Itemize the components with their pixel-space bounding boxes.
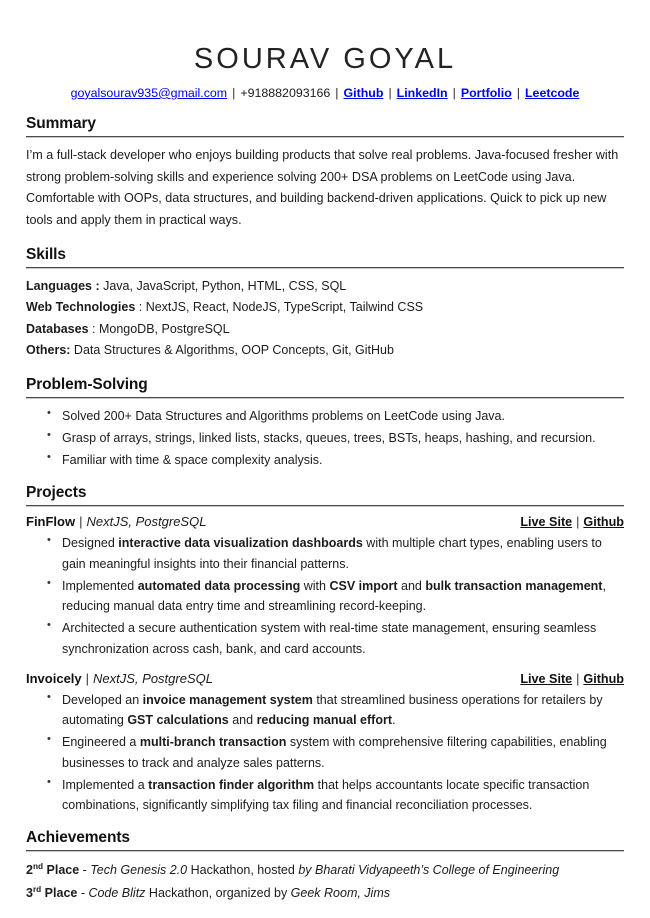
body-text: system with comprehensive filtering capabilities, enabling businesses to track and analyze sales patterns.	[62, 735, 607, 770]
achievements-container	[26, 859, 624, 904]
skill-row	[26, 340, 624, 362]
section-divider	[26, 267, 624, 269]
body-text: that streamlined business operations for retailers by automating	[62, 692, 603, 728]
project-links	[520, 515, 624, 529]
section-projects	[26, 484, 624, 815]
list-item	[60, 533, 624, 574]
skill-value: Data Structures & Algorithms, OOP Concepts, Git, GitHub	[70, 343, 394, 358]
achievement-rank: 3rd	[26, 884, 42, 900]
contact-separator-3: |	[388, 85, 392, 100]
body-text: Developed an	[62, 692, 143, 707]
project-stack: NextJS, PostgreSQL	[93, 670, 213, 686]
emphasis-text: transaction finder algorithm	[148, 777, 315, 792]
section-divider	[26, 397, 624, 399]
contact-separator-1: |	[232, 85, 236, 100]
body-text: and	[228, 713, 257, 728]
achievement-organizer: Geek Room, Jims	[290, 885, 391, 900]
achievement-middle-text: Hackathon, organized by	[145, 885, 291, 900]
github-link[interactable]: Github	[583, 671, 624, 686]
achievement-item	[26, 859, 624, 882]
link-separator: |	[576, 515, 580, 530]
project-links	[520, 672, 624, 686]
section-title-problem-solving: Problem-Solving	[26, 375, 148, 393]
list-item	[60, 690, 624, 731]
leetcode-link[interactable]: Leetcode	[524, 85, 580, 100]
contact-separator-5: |	[516, 85, 520, 100]
contact-separator-4: |	[452, 85, 456, 100]
email-link[interactable]: goyalsourav935@gmail.com	[70, 85, 228, 100]
body-text: Designed	[62, 536, 119, 551]
list-item	[60, 775, 624, 816]
section-skills	[26, 246, 624, 362]
emphasis-text: GST calculations	[127, 713, 229, 728]
project-header	[26, 671, 624, 686]
skills-list	[26, 276, 624, 362]
section-problem-solving	[26, 376, 624, 471]
body-text: .	[392, 713, 396, 728]
achievement-event: Tech Genesis 2.0	[90, 863, 188, 878]
section-achievements	[26, 829, 624, 904]
linkedin-link[interactable]: LinkedIn	[396, 85, 448, 100]
achievement-place-label: Place	[41, 885, 78, 900]
problem-solving-bullets	[26, 406, 624, 471]
section-divider	[26, 850, 624, 852]
list-item: • Solved 200+ Data Structures and Algorithms problems on LeetCode using Java.	[60, 406, 624, 426]
summary-text: I’m a full-stack developer who enjoys building products that solve real problems. Java-focused fresher with strong problem-solving skills and experience solving 200+ DSA problems on LeetCode using Java. Comfortable with OOPs, data structures, and building backend-driven applications. Quick to pick up new tools and apply them in practical ways.	[26, 148, 619, 227]
achievement-rank: 2nd	[26, 862, 44, 878]
emphasis-text: interactive data visualization dashboards	[118, 536, 363, 551]
section-title-projects: Projects	[26, 484, 87, 502]
project-title-group	[26, 671, 213, 686]
section-title-summary: Summary	[26, 115, 96, 133]
live-site-link[interactable]: Live Site	[520, 671, 573, 686]
github-link[interactable]: Github	[583, 515, 624, 530]
contact-line	[26, 85, 624, 101]
section-title-skills: Skills	[26, 245, 66, 263]
skill-label: Languages :	[26, 278, 100, 293]
skill-row	[26, 297, 624, 319]
skill-label: Web Technologies	[26, 300, 136, 315]
section-title-achievements: Achievements	[26, 829, 130, 847]
section-divider	[26, 136, 624, 138]
body-text: with	[300, 578, 330, 593]
rank-suffix: rd	[32, 884, 42, 894]
skill-value: : NextJS, React, NodeJS, TypeScript, Tailwind CSS	[135, 300, 424, 315]
list-item	[60, 732, 624, 773]
body-text: Implemented a	[62, 777, 149, 792]
list-item	[60, 576, 624, 617]
achievement-dash: -	[79, 863, 91, 878]
achievement-dash: -	[77, 885, 89, 900]
project-title-group	[26, 514, 206, 529]
link-separator: |	[576, 671, 580, 686]
achievement-item	[26, 882, 624, 905]
project-stack: NextJS, PostgreSQL	[86, 514, 207, 530]
live-site-link[interactable]: Live Site	[520, 515, 573, 530]
skill-label: Others:	[26, 343, 71, 358]
portfolio-link[interactable]: Portfolio	[460, 85, 512, 100]
project-header	[26, 514, 624, 529]
candidate-name: SOURAV GOYAL	[193, 43, 457, 75]
project-bullets	[26, 533, 624, 659]
emphasis-text: invoice management system	[142, 692, 313, 707]
project-separator: |	[85, 670, 90, 686]
skill-value: : MongoDB, PostgreSQL	[88, 321, 230, 336]
project-bullets	[26, 690, 624, 816]
body-text: , reducing manual data entry time and streamlining record-keeping.	[62, 578, 606, 614]
github-link[interactable]: Github	[343, 85, 384, 100]
list-item	[60, 618, 624, 659]
list-item: • Grasp of arrays, strings, linked lists, stacks, queues, trees, BSTs, heaps, hashing, and recursion.	[60, 428, 624, 448]
emphasis-text: reducing manual effort	[256, 713, 392, 728]
skill-value: Java, JavaScript, Python, HTML, CSS, SQL	[99, 278, 347, 293]
project-separator: |	[79, 514, 83, 530]
section-summary	[26, 115, 624, 232]
body-text: Engineered a	[62, 735, 140, 750]
contact-separator-2: |	[335, 85, 339, 100]
list-item: • Familiar with time & space complexity analysis.	[60, 450, 624, 470]
projects-container	[26, 514, 624, 815]
achievement-place-label: Place	[43, 863, 80, 878]
phone-text: +918882093166	[240, 85, 331, 100]
achievement-middle-text: Hackathon, hosted	[187, 863, 299, 878]
body-text: and	[397, 578, 426, 593]
project-name: Invoicely	[26, 670, 82, 686]
achievement-organizer: by Bharati Vidyapeeth’s College of Engineering	[298, 863, 560, 878]
skill-row	[26, 319, 624, 341]
project-entry	[26, 671, 624, 816]
emphasis-text: CSV import	[329, 578, 398, 593]
rank-suffix: nd	[32, 862, 44, 872]
achievement-event: Code Blitz	[88, 885, 146, 900]
body-text: that helps accountants locate specific transaction combinations, significantly simplifying tax filing and financial reconciliation processes.	[62, 777, 590, 813]
skill-label: Databases	[26, 321, 89, 336]
body-text: Implemented	[62, 578, 138, 593]
body-text: with multiple chart types, enabling users to gain meaningful insights into their financial patterns.	[62, 536, 602, 571]
skill-row	[26, 276, 624, 298]
project-entry	[26, 514, 624, 659]
emphasis-text: bulk transaction management	[425, 578, 603, 593]
body-text: Architected a secure authentication system with real-time state management, ensuring seamless synchronization across cash, bank, and card accounts.	[62, 621, 597, 656]
section-divider	[26, 505, 624, 507]
project-name: FinFlow	[26, 514, 76, 530]
emphasis-text: multi-branch transaction	[139, 735, 287, 750]
emphasis-text: automated data processing	[137, 578, 301, 593]
